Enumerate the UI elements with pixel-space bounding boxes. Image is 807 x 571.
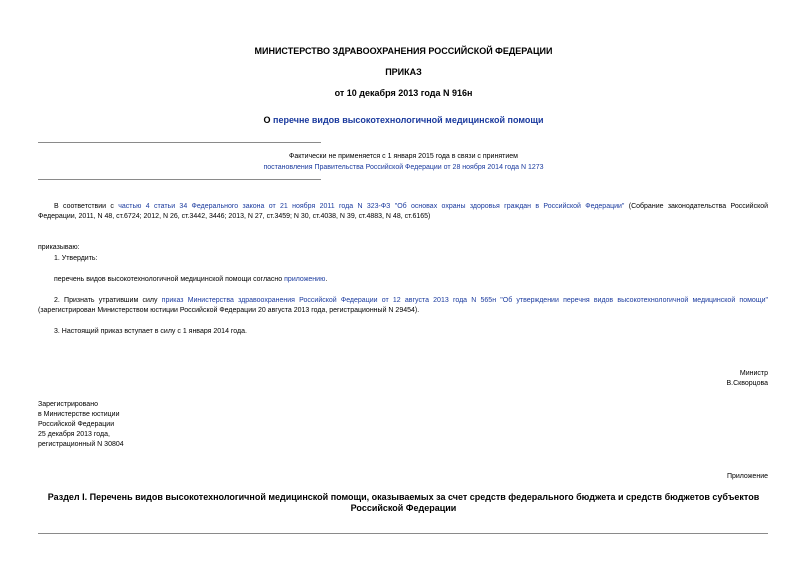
item-2-line2: (зарегистрирован Министерством юстиции Российской Федерации 20 августа 2013 года, регистрационный N 29454). (38, 307, 420, 314)
registration-line1: Зарегистрировано (38, 401, 98, 408)
preamble-line2: Федерации, 2011, N 48, ст.6724; 2012, N 26, ст.3442, 3446; 2013, N 27, ст.3459; N 30, ст.4038, N 39, ст.4883, N 48, ст.6165) (38, 213, 431, 220)
item-2-line1 (54, 296, 768, 306)
ministry-title: МИНИСТЕРСТВО ЗДРАВООХРАНЕНИЯ РОССИЙСКОЙ ФЕДЕРАЦИИ (254, 46, 553, 56)
doc-type: ПРИКАЗ (385, 67, 422, 77)
preamble-prefix: В соответствии с (54, 203, 119, 210)
notice-rule-top (38, 142, 321, 143)
notice-link[interactable]: постановления Правительства Российской Федерации от 28 ноября 2014 года N 1273 (263, 164, 544, 171)
repealed-order-link[interactable]: приказ Министерства здравоохранения Российской Федерации от 12 августа 2013 года N 565н "Об утверждении перечня видов высокотехнологичной медицинской помощи" (161, 297, 768, 304)
registration-line5: регистрационный N 30804 (38, 441, 124, 448)
item-1-text-prefix: перечень видов высокотехнологичной медицинской помощи согласно (54, 276, 285, 283)
item-1-text (54, 275, 327, 285)
section-rule (38, 533, 768, 534)
preamble-law-link[interactable]: частью 4 статьи 34 Федерального закона от 21 ноября 2011 года N 323-ФЗ "Об основах охраны здоровья граждан в Российской Федерации" (118, 203, 625, 210)
registration-line2: в Министерстве юстиции (38, 411, 120, 418)
registration-line4: 25 декабря 2013 года, (38, 431, 110, 438)
section-title-line1: Раздел I. Перечень видов высокотехнологичной медицинской помощи, оказываемых за счет средств федерального бюджета и средств бюджетов субъектов (47, 492, 760, 502)
item-3: 3. Настоящий приказ вступает в силу с 1 января 2014 года. (54, 328, 247, 335)
signature-position: Министр (739, 370, 768, 377)
signature-name: В.Скворцова (726, 380, 768, 387)
doc-date-number: от 10 декабря 2013 года N 916н (334, 88, 473, 98)
appendix-link[interactable]: приложению (284, 276, 326, 283)
preamble-suffix: (Собрание законодательства Российской (624, 203, 769, 210)
section-title-line2: Российской Федерации (350, 503, 457, 513)
appendix-label: Приложение (726, 473, 768, 480)
order-word: приказываю: (38, 244, 80, 251)
notice-line: Фактически не применяется с 1 января 2015 года в связи с принятием (289, 153, 518, 160)
doc-title-prefix: О (263, 115, 274, 125)
registration-line3: Российской Федерации (38, 421, 115, 428)
doc-title-link[interactable]: перечне видов высокотехнологичной медицинской помощи (273, 115, 544, 125)
preamble-line1 (54, 202, 768, 212)
doc-title (0, 115, 807, 125)
item-1: 1. Утвердить: (54, 255, 98, 262)
item-1-text-suffix: . (325, 276, 328, 283)
item-2-prefix: 2. Признать утратившим силу (54, 297, 162, 304)
notice-rule-bottom (38, 179, 321, 180)
